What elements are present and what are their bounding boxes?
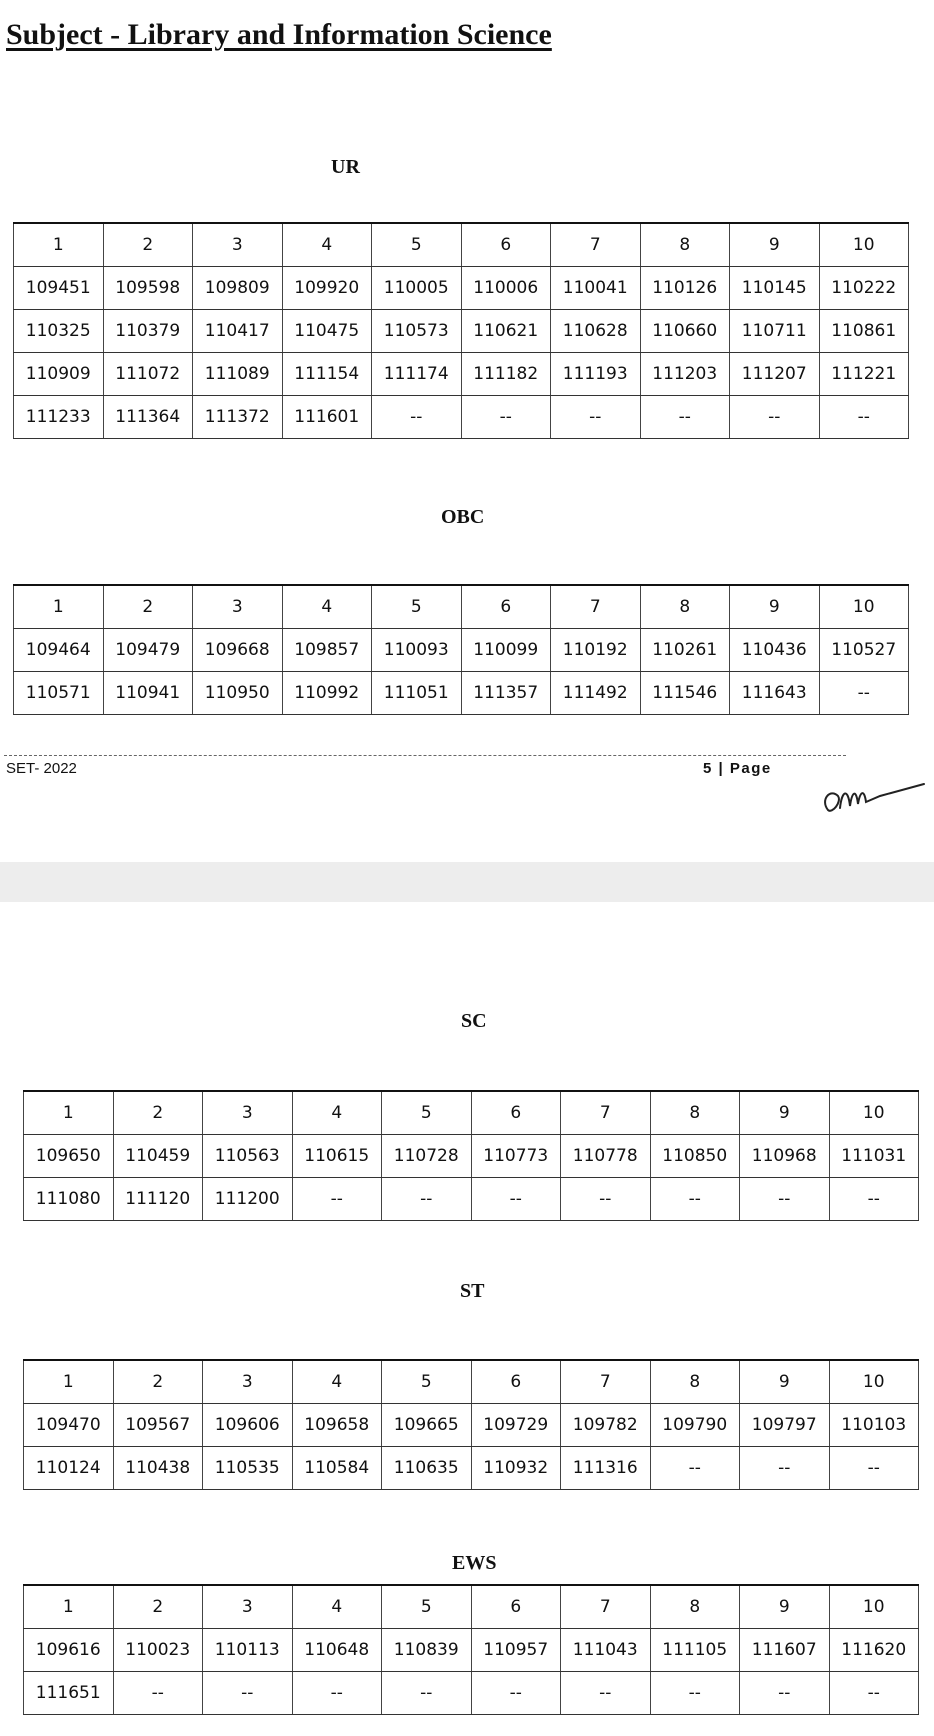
page-2: [0, 902, 934, 1736]
footer-set-label: SET- 2022: [6, 760, 77, 777]
roll-number-cell: 110728: [382, 1135, 472, 1178]
roll-number-cell: 109665: [382, 1404, 472, 1447]
roll-number-cell: --: [382, 1672, 472, 1715]
roll-number-cell: 111492: [551, 672, 641, 715]
roll-number-cell: 110192: [551, 629, 641, 672]
signature-image: [820, 770, 930, 830]
roll-number-cell: 111193: [551, 353, 641, 396]
table-row: [24, 1629, 919, 1672]
roll-number-cell: 110968: [740, 1135, 830, 1178]
roll-number-cell: 110459: [113, 1135, 203, 1178]
column-number-cell: 1: [14, 585, 104, 629]
roll-number-cell: 110941: [103, 672, 193, 715]
roll-number-cell: 111620: [829, 1629, 919, 1672]
roll-number-cell: --: [471, 1672, 561, 1715]
roll-number-cell: 110436: [730, 629, 820, 672]
roll-number-cell: --: [829, 1178, 919, 1221]
header-row: [14, 223, 909, 267]
table-row: [24, 1178, 919, 1221]
roll-number-cell: 110222: [819, 267, 909, 310]
roll-number-cell: --: [203, 1672, 293, 1715]
roll-number-cell: 110124: [24, 1447, 114, 1490]
roll-number-cell: --: [740, 1178, 830, 1221]
roll-number-cell: 109782: [561, 1404, 651, 1447]
roll-number-cell: 109857: [282, 629, 372, 672]
column-number-cell: 10: [829, 1360, 919, 1404]
table-row: [14, 310, 909, 353]
roll-number-cell: 111203: [640, 353, 730, 396]
roll-number-cell: 110379: [103, 310, 193, 353]
column-number-cell: 9: [730, 223, 820, 267]
table-row: [14, 267, 909, 310]
roll-number-cell: 111607: [740, 1629, 830, 1672]
roll-number-cell: 110660: [640, 310, 730, 353]
roll-number-cell: 109797: [740, 1404, 830, 1447]
roll-number-cell: 110113: [203, 1629, 293, 1672]
roll-number-cell: 111080: [24, 1178, 114, 1221]
category-heading-ews: EWS: [452, 1552, 497, 1574]
roll-number-cell: 109464: [14, 629, 104, 672]
column-number-cell: 6: [471, 1360, 561, 1404]
header-row: [24, 1585, 919, 1629]
column-number-cell: 4: [292, 1585, 382, 1629]
column-number-cell: 5: [382, 1585, 472, 1629]
roll-number-cell: 111105: [650, 1629, 740, 1672]
sc-roll-table: [23, 1090, 919, 1221]
roll-number-cell: --: [819, 672, 909, 715]
category-heading-sc: SC: [461, 1010, 487, 1032]
column-number-cell: 10: [829, 1585, 919, 1629]
roll-number-cell: 111233: [14, 396, 104, 439]
column-number-cell: 3: [203, 1585, 293, 1629]
roll-number-cell: --: [650, 1178, 740, 1221]
roll-number-cell: 110957: [471, 1629, 561, 1672]
roll-number-cell: 111651: [24, 1672, 114, 1715]
page-break: [0, 862, 934, 902]
roll-number-cell: --: [372, 396, 462, 439]
column-number-cell: 7: [561, 1585, 651, 1629]
table-row: [14, 396, 909, 439]
roll-number-cell: 109658: [292, 1404, 382, 1447]
column-number-cell: 7: [561, 1360, 651, 1404]
roll-number-cell: --: [561, 1178, 651, 1221]
roll-number-cell: 111357: [461, 672, 551, 715]
roll-number-cell: --: [561, 1672, 651, 1715]
roll-number-cell: 111364: [103, 396, 193, 439]
subject-heading: Subject - Library and Information Science: [6, 18, 552, 51]
column-number-cell: 6: [471, 1585, 561, 1629]
footer-divider: [4, 755, 846, 756]
roll-number-cell: 111174: [372, 353, 462, 396]
roll-number-cell: --: [650, 1447, 740, 1490]
roll-number-cell: 110006: [461, 267, 551, 310]
column-number-cell: 3: [193, 223, 283, 267]
column-number-cell: 5: [382, 1091, 472, 1135]
roll-number-cell: 111072: [103, 353, 193, 396]
roll-number-cell: 110773: [471, 1135, 561, 1178]
roll-number-cell: --: [113, 1672, 203, 1715]
column-number-cell: 5: [372, 223, 462, 267]
column-number-cell: 9: [730, 585, 820, 629]
roll-number-cell: 111051: [372, 672, 462, 715]
roll-number-cell: 110023: [113, 1629, 203, 1672]
roll-number-cell: 109606: [203, 1404, 293, 1447]
column-number-cell: 10: [819, 585, 909, 629]
table-row: [14, 672, 909, 715]
column-number-cell: 10: [829, 1091, 919, 1135]
roll-number-cell: 109616: [24, 1629, 114, 1672]
roll-number-cell: 109650: [24, 1135, 114, 1178]
column-number-cell: 2: [103, 585, 193, 629]
table-row: [24, 1447, 919, 1490]
roll-number-cell: 110711: [730, 310, 820, 353]
roll-number-cell: 110615: [292, 1135, 382, 1178]
table-row: [14, 629, 909, 672]
column-number-cell: 1: [14, 223, 104, 267]
roll-number-cell: --: [292, 1672, 382, 1715]
column-number-cell: 3: [193, 585, 283, 629]
roll-number-cell: 111207: [730, 353, 820, 396]
column-number-cell: 7: [561, 1091, 651, 1135]
roll-number-cell: 109668: [193, 629, 283, 672]
ur-roll-table: [13, 222, 909, 439]
roll-number-cell: 110103: [829, 1404, 919, 1447]
table-row: [24, 1135, 919, 1178]
category-heading-obc: OBC: [441, 506, 485, 528]
roll-number-cell: 109729: [471, 1404, 561, 1447]
roll-number-cell: 111221: [819, 353, 909, 396]
roll-number-cell: 109920: [282, 267, 372, 310]
roll-number-cell: 109470: [24, 1404, 114, 1447]
roll-number-cell: 110563: [203, 1135, 293, 1178]
roll-number-cell: 110099: [461, 629, 551, 672]
roll-number-cell: 110584: [292, 1447, 382, 1490]
roll-number-cell: 111372: [193, 396, 283, 439]
roll-number-cell: --: [471, 1178, 561, 1221]
roll-number-cell: 110628: [551, 310, 641, 353]
roll-number-cell: 111316: [561, 1447, 651, 1490]
column-number-cell: 9: [740, 1360, 830, 1404]
column-number-cell: 9: [740, 1091, 830, 1135]
column-number-cell: 2: [103, 223, 193, 267]
header-row: [24, 1360, 919, 1404]
column-number-cell: 2: [113, 1585, 203, 1629]
column-number-cell: 9: [740, 1585, 830, 1629]
column-number-cell: 5: [372, 585, 462, 629]
roll-number-cell: 110861: [819, 310, 909, 353]
column-number-cell: 3: [203, 1360, 293, 1404]
roll-number-cell: --: [461, 396, 551, 439]
column-number-cell: 4: [282, 585, 372, 629]
roll-number-cell: 111043: [561, 1629, 651, 1672]
column-number-cell: 6: [461, 223, 551, 267]
roll-number-cell: 110932: [471, 1447, 561, 1490]
column-number-cell: 7: [551, 223, 641, 267]
column-number-cell: 8: [650, 1585, 740, 1629]
column-number-cell: 7: [551, 585, 641, 629]
column-number-cell: 4: [292, 1360, 382, 1404]
column-number-cell: 3: [203, 1091, 293, 1135]
roll-number-cell: --: [740, 1447, 830, 1490]
column-number-cell: 8: [640, 585, 730, 629]
roll-number-cell: 110417: [193, 310, 283, 353]
roll-number-cell: 110126: [640, 267, 730, 310]
header-row: [24, 1091, 919, 1135]
roll-number-cell: 110261: [640, 629, 730, 672]
column-number-cell: 1: [24, 1360, 114, 1404]
column-number-cell: 6: [461, 585, 551, 629]
column-number-cell: 1: [24, 1091, 114, 1135]
roll-number-cell: --: [829, 1447, 919, 1490]
roll-number-cell: 110992: [282, 672, 372, 715]
roll-number-cell: 110145: [730, 267, 820, 310]
column-number-cell: 8: [650, 1360, 740, 1404]
roll-number-cell: 110093: [372, 629, 462, 672]
roll-number-cell: --: [730, 396, 820, 439]
column-number-cell: 2: [113, 1091, 203, 1135]
roll-number-cell: 109790: [650, 1404, 740, 1447]
roll-number-cell: 110527: [819, 629, 909, 672]
roll-number-cell: --: [740, 1672, 830, 1715]
roll-number-cell: 109567: [113, 1404, 203, 1447]
column-number-cell: 5: [382, 1360, 472, 1404]
roll-number-cell: --: [551, 396, 641, 439]
roll-number-cell: 111031: [829, 1135, 919, 1178]
roll-number-cell: 111643: [730, 672, 820, 715]
obc-roll-table: [13, 584, 909, 715]
column-number-cell: 1: [24, 1585, 114, 1629]
roll-number-cell: --: [650, 1672, 740, 1715]
roll-number-cell: 110475: [282, 310, 372, 353]
roll-number-cell: 109809: [193, 267, 283, 310]
roll-number-cell: 110648: [292, 1629, 382, 1672]
roll-number-cell: 110950: [193, 672, 283, 715]
roll-number-cell: 110438: [113, 1447, 203, 1490]
column-number-cell: 8: [650, 1091, 740, 1135]
roll-number-cell: 111182: [461, 353, 551, 396]
roll-number-cell: 110621: [461, 310, 551, 353]
column-number-cell: 2: [113, 1360, 203, 1404]
roll-number-cell: 110778: [561, 1135, 651, 1178]
roll-number-cell: 111089: [193, 353, 283, 396]
roll-number-cell: 110535: [203, 1447, 293, 1490]
roll-number-cell: --: [292, 1178, 382, 1221]
roll-number-cell: 110005: [372, 267, 462, 310]
roll-number-cell: 110573: [372, 310, 462, 353]
page-1: [0, 0, 934, 862]
roll-number-cell: 111546: [640, 672, 730, 715]
roll-number-cell: 111120: [113, 1178, 203, 1221]
roll-number-cell: 109451: [14, 267, 104, 310]
column-number-cell: 4: [292, 1091, 382, 1135]
roll-number-cell: --: [819, 396, 909, 439]
roll-number-cell: 109598: [103, 267, 193, 310]
roll-number-cell: 110325: [14, 310, 104, 353]
ews-roll-table: [23, 1584, 919, 1715]
column-number-cell: 10: [819, 223, 909, 267]
roll-number-cell: --: [640, 396, 730, 439]
category-heading-ur: UR: [331, 156, 360, 178]
footer-page-number: 5 | Page: [703, 760, 772, 777]
roll-number-cell: 110839: [382, 1629, 472, 1672]
roll-number-cell: 110041: [551, 267, 641, 310]
roll-number-cell: 110909: [14, 353, 104, 396]
column-number-cell: 4: [282, 223, 372, 267]
roll-number-cell: 111601: [282, 396, 372, 439]
roll-number-cell: 109479: [103, 629, 193, 672]
column-number-cell: 8: [640, 223, 730, 267]
roll-number-cell: 110850: [650, 1135, 740, 1178]
table-row: [24, 1672, 919, 1715]
roll-number-cell: 111154: [282, 353, 372, 396]
roll-number-cell: 111200: [203, 1178, 293, 1221]
category-heading-st: ST: [460, 1280, 485, 1302]
roll-number-cell: --: [829, 1672, 919, 1715]
roll-number-cell: --: [382, 1178, 472, 1221]
roll-number-cell: 110635: [382, 1447, 472, 1490]
st-roll-table: [23, 1359, 919, 1490]
table-row: [14, 353, 909, 396]
table-row: [24, 1404, 919, 1447]
header-row: [14, 585, 909, 629]
column-number-cell: 6: [471, 1091, 561, 1135]
roll-number-cell: 110571: [14, 672, 104, 715]
